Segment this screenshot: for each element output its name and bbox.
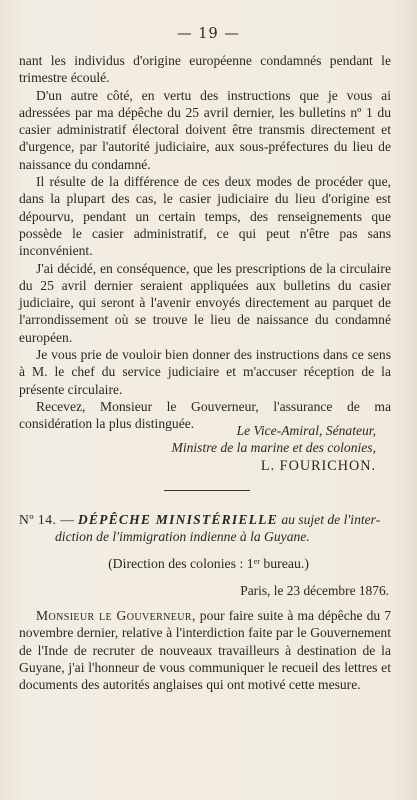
signature-title: Le Vice-Amiral, Sénateur, [236, 423, 376, 438]
dispatch-heading [19, 511, 391, 546]
dispatch-title: DÉPÊCHE MINISTÉRIELLE [77, 512, 278, 527]
paragraph-decision: J'ai décidé, en conséquence, que les prescriptions de la circulaire du 25 avril dernier seraient appliquées aux bulletins du casier judiciaire, qui seront à l'avenir envoyés directement au parquet de l'arrondissement où se trouve le lieu de naissance du condamné européen. [19, 260, 391, 345]
direction-superscript: er [253, 557, 260, 566]
paragraph-continuation: nant les individus d'origine européenne condamnés pendant le trimestre écoulé. [19, 53, 391, 86]
dispatch-number: Nº 14. — [19, 512, 75, 527]
paragraph-closing: Recevez, Monsieur le Gouverneur, l'assurance de ma considération la plus distinguée. [19, 398, 391, 432]
dateline: Paris, le 23 décembre 1876. [240, 583, 389, 598]
dispatch-body [19, 607, 391, 693]
paragraph-bulletins: D'un autre côté, en vertu des instructions que je vous ai adressées par ma dépêche du 25 avril dernier, les bulletins nº 1 du casier administratif électoral doivent être transmis directement et d'urgence, par l'autorité judiciaire, aux sous-préfectures du lieu de naissance du condamné. [19, 87, 391, 172]
direction-end: bureau.) [259, 556, 309, 571]
signature-name: L. FOURICHON. [260, 458, 376, 474]
dispatch-subject-1: au sujet de l'inter- [281, 512, 381, 527]
dispatch-subject-2: diction de l'immigration indienne à la Guyane. [55, 529, 310, 545]
paragraph-instructions: Je vous prie de vouloir bien donner des instructions dans ce sens à M. le chef du service judiciaire et m'accuser réception de la présente circulaire. [19, 347, 391, 397]
salutation: Monsieur le Gouverneur, [36, 608, 196, 623]
page-number: — 19 — [177, 26, 240, 42]
dispatch-paragraph [19, 607, 391, 693]
direction-line [0, 556, 417, 572]
signature-office: Ministre de la marine et des colonies, [171, 440, 376, 455]
letter-body [19, 52, 391, 433]
paragraph-difference: Il résulte de la différence de ces deux modes de procéder que, dans la plupart des cas, le casier judiciaire du lieu d'origine est dépourvu, pendant un certain temps, des renseignements que possède le casier administratif, ce qui peut n'être pas sans inconvénient. [19, 174, 391, 259]
section-divider [164, 490, 250, 491]
direction-text: (Direction des colonies : 1 [108, 556, 254, 571]
dispatch-text: pour faire suite à ma dépêche du 7 novembre dernier, relative à l'interdiction faite par le Gouvernement de l'Inde de recruter de nouveaux travailleurs à destination de la Guyane, j'ai l'honneur de vous communiquer le recueil des lettres et documents des autorités anglaises qui ont motivé cette mesure. [19, 608, 391, 693]
